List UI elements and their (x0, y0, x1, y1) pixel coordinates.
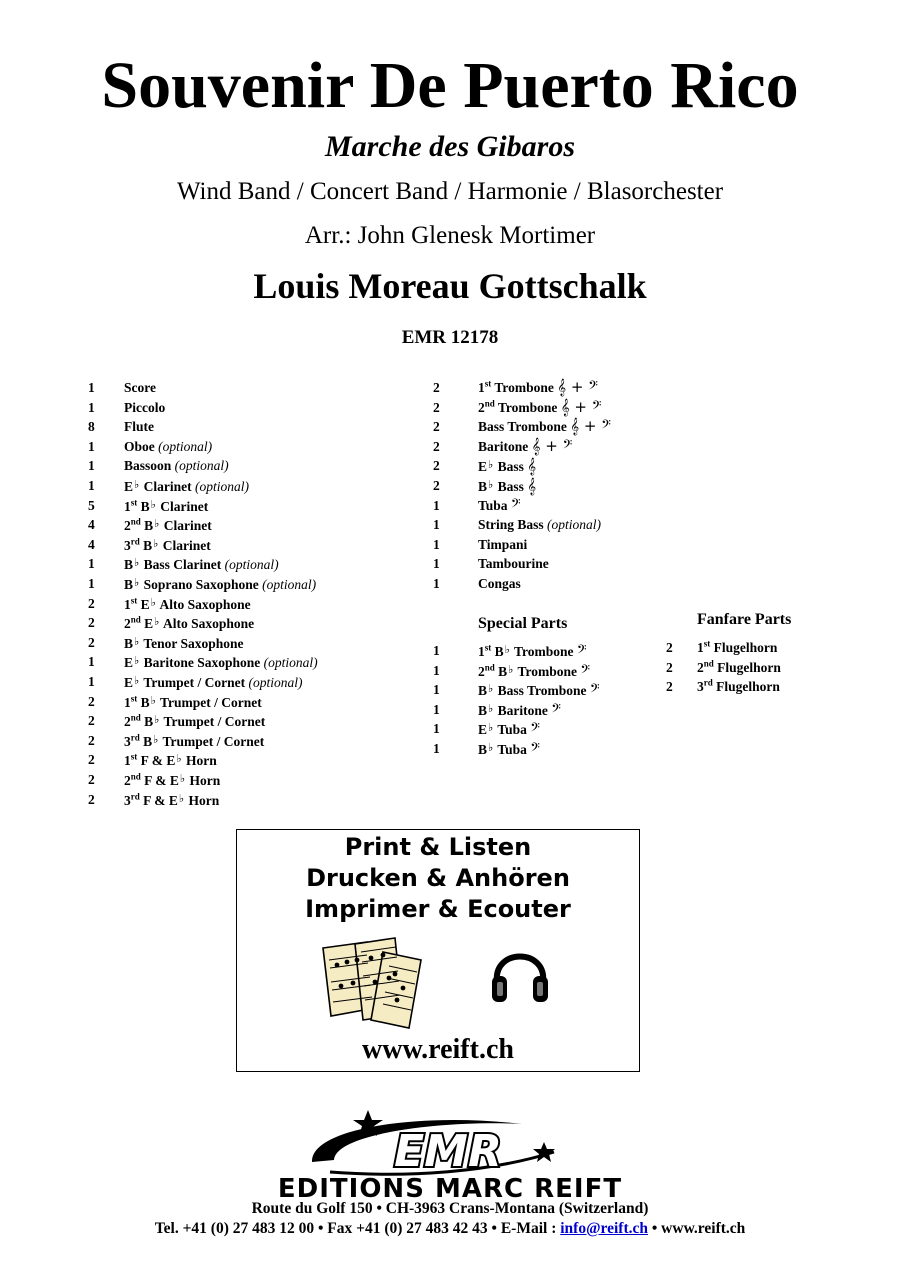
ordinal-suffix: st (703, 638, 711, 649)
key-letter: B (478, 702, 488, 718)
key-letter: E (137, 596, 150, 612)
part-quantity: 1 (433, 682, 440, 698)
optional-note: (optional) (224, 557, 279, 573)
part-quantity: 1 (433, 536, 440, 552)
instrument-name: Baritone (494, 702, 548, 718)
part-quantity: 4 (88, 517, 95, 533)
part-quantity: 2 (88, 791, 95, 807)
key-letter: E (124, 675, 134, 690)
ordinal-suffix: nd (130, 712, 141, 723)
instrument-name: Alto Saxophone (156, 596, 251, 612)
part-name (124, 398, 165, 418)
treble-clef-icon: 𝄞 (570, 417, 580, 436)
instrument-name: Bass Trombone (494, 683, 587, 699)
instrument-name: Tambourine (478, 556, 549, 572)
ordinal-number: 3 (124, 733, 131, 749)
instrument-name: Bass (494, 479, 524, 494)
part-name (478, 641, 587, 662)
ordinal-number: 3 (124, 792, 131, 808)
key-letter: B (124, 557, 134, 573)
instrument-name: Baritone (478, 438, 529, 454)
part-name (124, 515, 212, 536)
instrument-name: Tenor Saxophone (140, 635, 244, 651)
ordinal-number: 2 (124, 616, 131, 632)
key-letter: E (140, 616, 154, 632)
key-letter: B (140, 518, 154, 534)
part-quantity: 2 (666, 659, 673, 675)
part-quantity: 5 (88, 497, 95, 513)
part-quantity: 2 (433, 458, 440, 474)
instrument-name: Soprano Saxophone (140, 577, 259, 592)
treble-clef-icon: 𝄞 (527, 457, 537, 476)
ordinal-suffix: st (130, 751, 138, 762)
treble-clef-icon: 𝄞 (560, 397, 570, 416)
ordinal-suffix: rd (703, 677, 713, 688)
part-name (478, 476, 536, 497)
ordinal-number: 1 (697, 640, 704, 655)
part-name (124, 692, 262, 713)
part-quantity: 1 (88, 674, 95, 689)
flat-symbol: ♭ (508, 663, 514, 676)
flat-symbol: ♭ (134, 479, 140, 491)
part-name (478, 680, 600, 701)
instrument-name: Horn (185, 792, 220, 808)
part-quantity: 2 (88, 772, 95, 787)
part-quantity: 2 (433, 380, 440, 395)
key-letter: E (478, 459, 488, 475)
promo-line-2: Drucken & Anhören (306, 864, 570, 892)
flat-symbol: ♭ (150, 498, 156, 511)
part-name (478, 574, 521, 594)
bass-clef-icon: 𝄢 (580, 661, 591, 680)
optional-note: (optional) (194, 479, 249, 494)
flat-symbol: ♭ (153, 733, 159, 746)
part-quantity: 1 (433, 497, 440, 513)
instrument-name: Score (124, 380, 156, 395)
part-quantity: 2 (433, 478, 440, 493)
publisher-address: Route du Golf 150 • CH-3963 Crans-Montana (Switzerland) (251, 1200, 649, 1217)
promo-line-3: Imprimer & Ecouter (305, 895, 571, 923)
sheet-music-icon (317, 936, 429, 1030)
optional-note: (optional) (263, 655, 318, 671)
part-quantity: 2 (88, 615, 95, 631)
ordinal-number: 1 (124, 498, 131, 514)
bass-clef-icon: 𝄢 (601, 417, 611, 436)
flat-symbol: ♭ (488, 702, 494, 715)
part-name (124, 633, 244, 654)
flat-symbol: ♭ (179, 773, 186, 785)
part-name (478, 398, 601, 418)
part-name (478, 515, 601, 535)
part-name (478, 535, 527, 555)
instrument-name: Flugelhorn (710, 640, 778, 655)
part-quantity: 1 (88, 478, 95, 493)
part-quantity: 2 (433, 438, 440, 454)
part-quantity: 2 (88, 693, 95, 709)
instrument-name: Clarinet (140, 479, 192, 494)
instrument-name: Trombone (491, 380, 554, 395)
part-quantity: 2 (88, 634, 95, 650)
instrument-name: Trombone (494, 399, 558, 415)
publisher-name: EDITIONS MARC REIFT (277, 1174, 623, 1204)
part-quantity: 2 (433, 399, 440, 415)
ordinal-number: 2 (478, 663, 485, 679)
plus-sign: + (540, 436, 563, 455)
part-name (124, 417, 154, 437)
part-quantity: 1 (433, 576, 440, 591)
part-quantity: 1 (88, 438, 95, 454)
instrument-name: Trumpet / Cornet (140, 675, 246, 690)
part-quantity: 2 (666, 640, 673, 655)
part-quantity: 1 (433, 721, 440, 737)
flat-symbol: ♭ (488, 479, 494, 491)
part-quantity: 2 (88, 732, 95, 748)
instrument-name: Trumpet / Cornet (160, 714, 266, 730)
ordinal-suffix: rd (130, 732, 140, 743)
flat-symbol: ♭ (488, 742, 494, 754)
email-link[interactable]: info@reift.ch (560, 1220, 648, 1237)
key-letter: F & E (137, 753, 176, 769)
promo-url[interactable]: www.reift.ch (362, 1034, 514, 1065)
bass-clef-icon: 𝄢 (510, 495, 521, 514)
ordinal-suffix: rd (130, 791, 140, 802)
part-quantity: 1 (433, 701, 440, 717)
part-name (478, 496, 521, 516)
instrument-name: Congas (478, 576, 521, 591)
flat-symbol: ♭ (488, 459, 494, 472)
ordinal-suffix: st (484, 642, 492, 653)
part-name (124, 750, 217, 771)
instrument-name: Flugelhorn (712, 679, 780, 695)
part-name (478, 739, 540, 760)
instrument-name: Trumpet / Cornet (156, 694, 262, 710)
part-name (124, 496, 208, 517)
part-quantity: 2 (666, 679, 673, 695)
key-letter: B (478, 479, 488, 494)
part-quantity: 8 (88, 419, 95, 435)
part-name (124, 652, 318, 673)
ordinal-suffix: nd (130, 614, 141, 625)
key-letter: F & E (139, 792, 178, 808)
flat-symbol: ♭ (134, 655, 140, 668)
instrument-name: Flugelhorn (713, 659, 781, 675)
subtitle: Marche des Gibaros (324, 130, 575, 163)
bass-clef-icon: 𝄢 (551, 700, 561, 719)
optional-note: (optional) (174, 458, 229, 474)
key-letter: B (137, 498, 150, 514)
instrument-name: Flute (124, 419, 154, 435)
instrument-name: Baritone Saxophone (140, 655, 261, 671)
logo-text: EMR (394, 1126, 502, 1177)
instrument-name: Horn (186, 773, 221, 788)
key-letter: B (139, 733, 153, 749)
instrument-name: Horn (182, 753, 217, 769)
part-name (124, 437, 212, 457)
title: Souvenir De Puerto Rico (101, 49, 799, 122)
key-letter: B (124, 577, 134, 592)
part-name (124, 378, 156, 398)
part-quantity: 2 (88, 713, 95, 729)
part-quantity: 4 (88, 536, 95, 552)
instrument-name: Piccolo (124, 399, 166, 415)
part-quantity: 1 (88, 556, 95, 572)
ordinal-suffix: st (484, 378, 492, 389)
flat-symbol: ♭ (153, 537, 159, 550)
ordinal-suffix: st (130, 693, 138, 704)
instrument-name: String Bass (478, 517, 544, 533)
instrument-name: Clarinet (156, 498, 209, 514)
part-name (478, 700, 561, 721)
flat-symbol: ♭ (154, 714, 160, 727)
part-quantity: 1 (433, 662, 440, 678)
bass-clef-icon: 𝄢 (588, 378, 598, 396)
instrument-name: Clarinet (160, 518, 212, 534)
part-quantity: 1 (88, 399, 95, 415)
ordinal-suffix: nd (130, 771, 141, 782)
part-name (697, 638, 777, 658)
flat-symbol: ♭ (154, 616, 160, 629)
catalog-number: EMR 12178 (401, 327, 499, 348)
headphones-icon (489, 938, 551, 1006)
part-quantity: 2 (88, 595, 95, 611)
key-letter: E (124, 655, 134, 671)
flat-symbol: ♭ (488, 722, 494, 735)
bass-clef-icon: 𝄢 (576, 642, 587, 660)
key-letter: B (478, 742, 488, 757)
flat-symbol: ♭ (150, 694, 156, 707)
bass-clef-icon: 𝄢 (591, 397, 602, 416)
part-quantity: 1 (88, 654, 95, 670)
ordinal-number: 2 (124, 714, 131, 730)
part-name (124, 476, 249, 497)
flat-symbol: ♭ (178, 792, 185, 805)
emr-logo (300, 1108, 570, 1180)
part-name (124, 613, 254, 634)
part-name (478, 437, 572, 457)
ordinal-suffix: nd (484, 662, 495, 673)
composer: Louis Moreau Gottschalk (253, 266, 647, 306)
ordinal-number: 2 (697, 659, 704, 675)
part-quantity: 1 (88, 380, 95, 395)
arranger: Arr.: John Glenesk Mortimer (304, 222, 596, 249)
part-name (124, 770, 220, 791)
part-name (124, 554, 279, 575)
bass-clef-icon: 𝄢 (530, 740, 540, 758)
flat-symbol: ♭ (488, 683, 494, 696)
ordinal-suffix: nd (130, 516, 141, 527)
flat-symbol: ♭ (134, 557, 140, 570)
part-name (124, 790, 219, 811)
part-name (478, 719, 540, 740)
flat-symbol: ♭ (154, 518, 160, 531)
plus-sign: + (579, 417, 602, 436)
part-name (124, 574, 316, 595)
instrument-name: Alto Saxophone (160, 616, 255, 632)
ordinal-number: 2 (478, 399, 485, 415)
instrumentation: Wind Band / Concert Band / Harmonie / Blasorchester (176, 178, 724, 205)
plus-sign: + (566, 378, 589, 396)
instrument-name: Trombone (514, 663, 577, 679)
part-name (478, 417, 611, 437)
key-letter: B (137, 694, 150, 710)
key-letter: B (494, 663, 508, 679)
contact-phone-fax: Tel. +41 (0) 27 483 12 00 • Fax +41 (0) 27 483 42 43 • E-Mail : (154, 1220, 561, 1237)
part-quantity: 1 (88, 458, 95, 474)
ordinal-number: 3 (124, 537, 131, 553)
part-name (124, 672, 302, 693)
instrument-name: Bass (494, 459, 524, 475)
instrument-name: Trombone (510, 644, 574, 659)
publisher-contact (0, 1219, 900, 1239)
part-quantity: 1 (433, 517, 440, 533)
plus-sign: + (569, 397, 592, 416)
key-letter: B (491, 644, 504, 659)
key-letter: B (124, 635, 134, 651)
flat-symbol: ♭ (176, 753, 182, 766)
instrument-name: Trumpet / Cornet (159, 733, 265, 749)
print-listen-box[interactable] (236, 829, 640, 1072)
flat-symbol: ♭ (504, 644, 510, 656)
part-name (124, 594, 251, 615)
instrument-name: Tuba (494, 722, 527, 738)
instrument-name: Bassoon (124, 458, 172, 474)
optional-note: (optional) (262, 577, 317, 592)
ordinal-suffix: st (130, 595, 138, 606)
key-letter: B (140, 714, 154, 730)
ordinal-suffix: st (130, 497, 138, 508)
ordinal-number: 1 (124, 753, 131, 769)
key-letter: B (139, 537, 153, 553)
part-quantity: 2 (433, 419, 440, 435)
promo-line-1: Print & Listen (344, 833, 532, 861)
instrument-name: Bass Trombone (478, 419, 567, 435)
optional-note: (optional) (158, 438, 213, 454)
treble-clef-icon: 𝄞 (531, 436, 541, 455)
treble-clef-icon: 𝄞 (557, 378, 567, 396)
part-name (478, 378, 598, 398)
bass-clef-icon: 𝄢 (562, 436, 573, 455)
part-quantity: 1 (433, 741, 440, 756)
ordinal-number: 1 (478, 644, 485, 659)
instrument-name: Tuba (478, 497, 508, 513)
key-letter: F & E (140, 773, 179, 788)
part-name (478, 456, 536, 477)
flat-symbol: ♭ (134, 635, 140, 648)
key-letter: E (478, 722, 488, 738)
part-quantity: 1 (433, 556, 440, 572)
ordinal-number: 1 (478, 380, 485, 395)
part-name (478, 661, 590, 682)
part-name (124, 535, 211, 556)
part-name (697, 677, 780, 697)
flat-symbol: ♭ (134, 577, 140, 589)
instrument-name: Timpani (478, 536, 528, 552)
key-letter: E (124, 479, 134, 494)
bass-clef-icon: 𝄢 (589, 681, 600, 700)
ordinal-number: 2 (124, 773, 131, 788)
instrument-name: Bass Clarinet (140, 557, 222, 573)
key-letter: B (478, 683, 488, 699)
instrument-name: Clarinet (159, 537, 211, 553)
fanfare-parts-heading: Fanfare Parts (697, 611, 792, 628)
treble-clef-icon: 𝄞 (527, 477, 537, 495)
special-parts-heading: Special Parts (478, 615, 568, 632)
ordinal-suffix: nd (484, 398, 495, 409)
ordinal-number: 3 (697, 679, 704, 695)
flat-symbol: ♭ (150, 596, 156, 609)
ordinal-number: 1 (124, 694, 131, 710)
contact-website: • www.reift.ch (648, 1220, 746, 1237)
part-name (124, 731, 264, 752)
ordinal-number: 1 (124, 596, 131, 612)
instrument-name: Oboe (124, 438, 155, 454)
bass-clef-icon: 𝄢 (530, 720, 540, 739)
optional-note: (optional) (248, 675, 303, 690)
ordinal-suffix: rd (130, 536, 140, 547)
part-name (124, 711, 265, 732)
optional-note: (optional) (547, 517, 602, 533)
part-name (124, 456, 229, 476)
part-name (478, 554, 549, 574)
ordinal-suffix: nd (703, 658, 714, 669)
ordinal-number: 2 (124, 518, 131, 534)
part-quantity: 1 (433, 643, 440, 658)
flat-symbol: ♭ (134, 675, 140, 687)
part-name (697, 658, 781, 678)
part-quantity: 2 (88, 752, 95, 768)
part-quantity: 1 (88, 576, 95, 591)
instrument-name: Tuba (494, 742, 527, 757)
